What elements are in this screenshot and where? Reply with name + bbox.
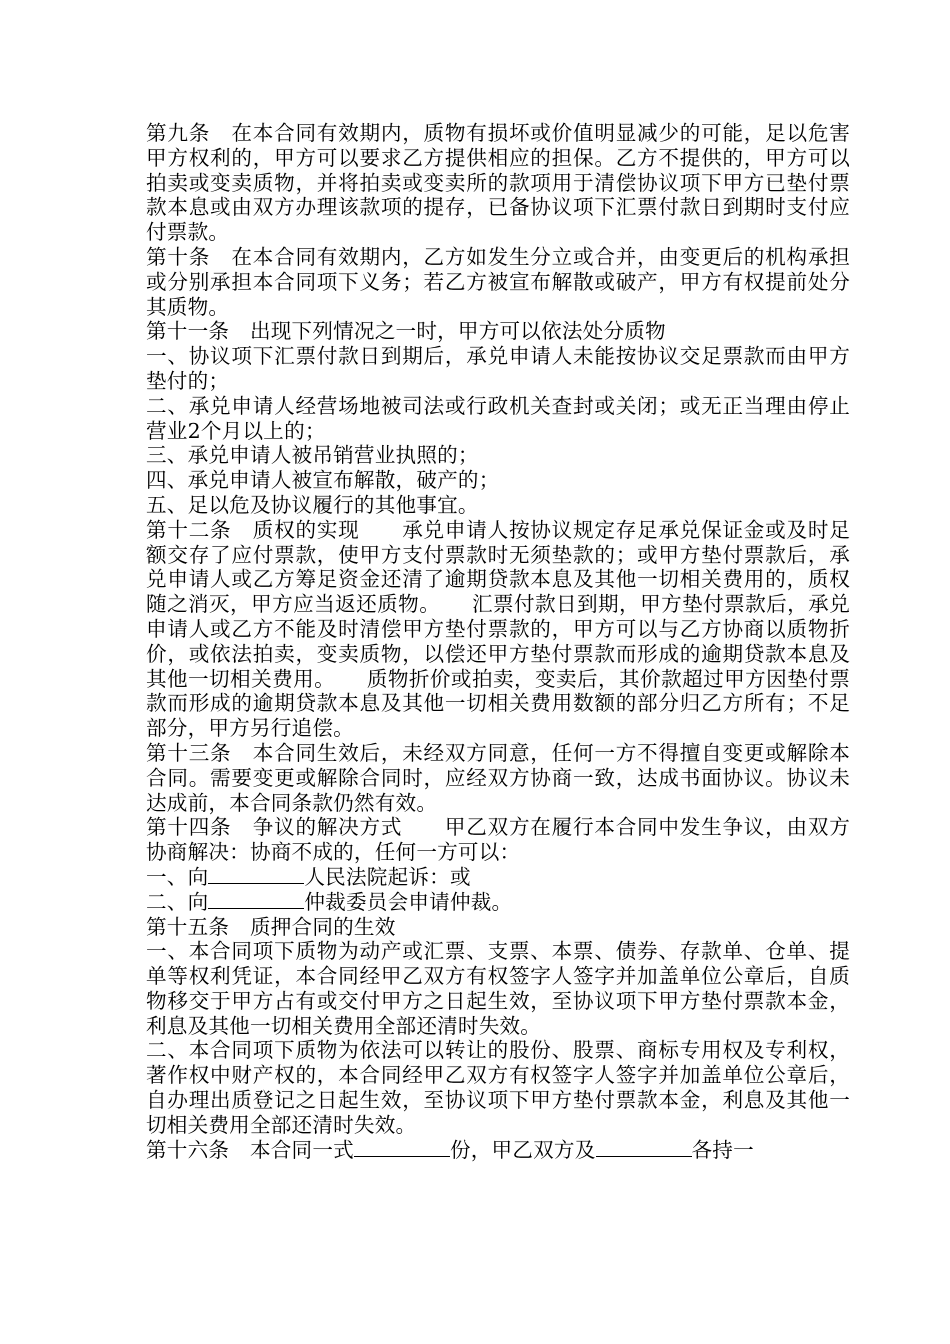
clause-16-suffix: 各持一 <box>691 1137 754 1162</box>
clause-16 <box>146 1138 850 1163</box>
clause-11-item-5: 五、足以危及协议履行的其他事宜。 <box>146 492 479 517</box>
clause-9: 第九条 在本合同有效期内，质物有损坏或价值明显减少的可能，足以危害甲方权利的，甲方可以要求乙方提供相应的担保。乙方不提供的，甲方可以拍卖或变卖质物，并将拍卖或变卖所的款项用于清偿协议项下甲方已垫付票款本息或由双方办理该款项的提存，已备协议项下汇票付款日到期时支付应付票款。 <box>146 121 850 245</box>
clause-11-heading: 第十一条 出现下列情况之一时，甲方可以依法处分质物 <box>146 319 666 344</box>
clause-14-item-1-prefix: 一、向 <box>146 864 209 889</box>
clause-15-item-1: 一、本合同项下质物为动产或汇票、支票、本票、债券、存款单、仓单、提单等权利凭证，本合同经甲乙双方有权签字人签字并加盖单位公章后，自质物移交于甲方占有或交付甲方之日起生效，至协议项下甲方垫付票款本金，利息及其他一切相关费用全部还清时失效。 <box>146 939 850 1038</box>
clause-14-item-2 <box>146 890 850 915</box>
clause-14-item-2-prefix: 二、向 <box>146 889 209 914</box>
court-name-blank[interactable] <box>208 865 304 884</box>
clause-11-item-2: 二、承兑申请人经营场地被司法或行政机关查封或关闭；或无正当理由停止营业2个月以上的； <box>146 393 850 443</box>
clause-16-middle: 份，甲乙双方及 <box>449 1137 596 1162</box>
clause-11-item-1: 一、协议项下汇票付款日到期后，承兑申请人未能按协议交足票款而由甲方垫付的； <box>146 344 850 393</box>
clause-10: 第十条 在本合同有效期内，乙方如发生分立或合并，由变更后的机构承担或分别承担本合同项下义务；若乙方被宣布解散或破产，甲方有权提前处分其质物。 <box>146 244 850 319</box>
clause-13: 第十三条 本合同生效后，未经双方同意，任何一方不得擅自变更或解除本合同。需要变更或解除合同时，应经双方协商一致，达成书面协议。协议未达成前，本合同条款仍然有效。 <box>146 740 850 815</box>
clause-14-item-2-suffix: 仲裁委员会申请仲裁。 <box>304 889 513 914</box>
clause-14: 第十四条 争议的解决方式 甲乙双方在履行本合同中发生争议，由双方协商解决：协商不成的，任何一方可以： <box>146 815 850 865</box>
clause-16-prefix: 第十六条 本合同一式 <box>146 1137 354 1162</box>
other-party-blank[interactable] <box>596 1138 692 1157</box>
clause-14-item-1 <box>146 865 850 890</box>
arbitration-name-blank[interactable] <box>208 890 304 909</box>
clause-11-item-4: 四、承兑申请人被宣布解散，破产的； <box>146 468 500 493</box>
clause-15-heading: 第十五条 质押合同的生效 <box>146 914 396 939</box>
clause-14-item-1-suffix: 人民法院起诉：或 <box>304 864 471 889</box>
clause-15-item-2: 二、本合同项下质物为依法可以转让的股份、股票、商标专用权及专利权，著作权中财产权的，本合同经甲乙双方有权签字人签字并加盖单位公章后，自办理出质登记之日起生效，至协议项下甲方垫付票款本金，利息及其他一切相关费用全部还清时失效。 <box>146 1038 850 1137</box>
copies-count-blank[interactable] <box>354 1138 450 1157</box>
clause-12: 第十二条 质权的实现 承兑申请人按协议规定存足承兑保证金或及时足额交存了应付票款，使甲方支付票款时无须垫款的；或甲方垫付票款后，承兑申请人或乙方筹足资金还清了逾期贷款本息及其他一切相关费用的，质权随之消灭，甲方应当返还质物。 汇票付款日到期，甲方垫付票款后，承兑申请人或乙方不能及时清偿甲方垫付票款的，甲方可以与乙方协商以质物折价，或依法拍卖，变卖质物，以偿还甲方垫付票款而形成的逾期贷款本息及其他一切相关费用。 质物折价或拍卖，变卖后，其价款超过甲方因垫付票款而形成的逾期贷款本息及其他一切相关费用数额的部分归乙方所有；不足部分，甲方另行追偿。 <box>146 517 850 741</box>
clause-11-item-3: 三、承兑申请人被吊销营业执照的； <box>146 443 479 468</box>
